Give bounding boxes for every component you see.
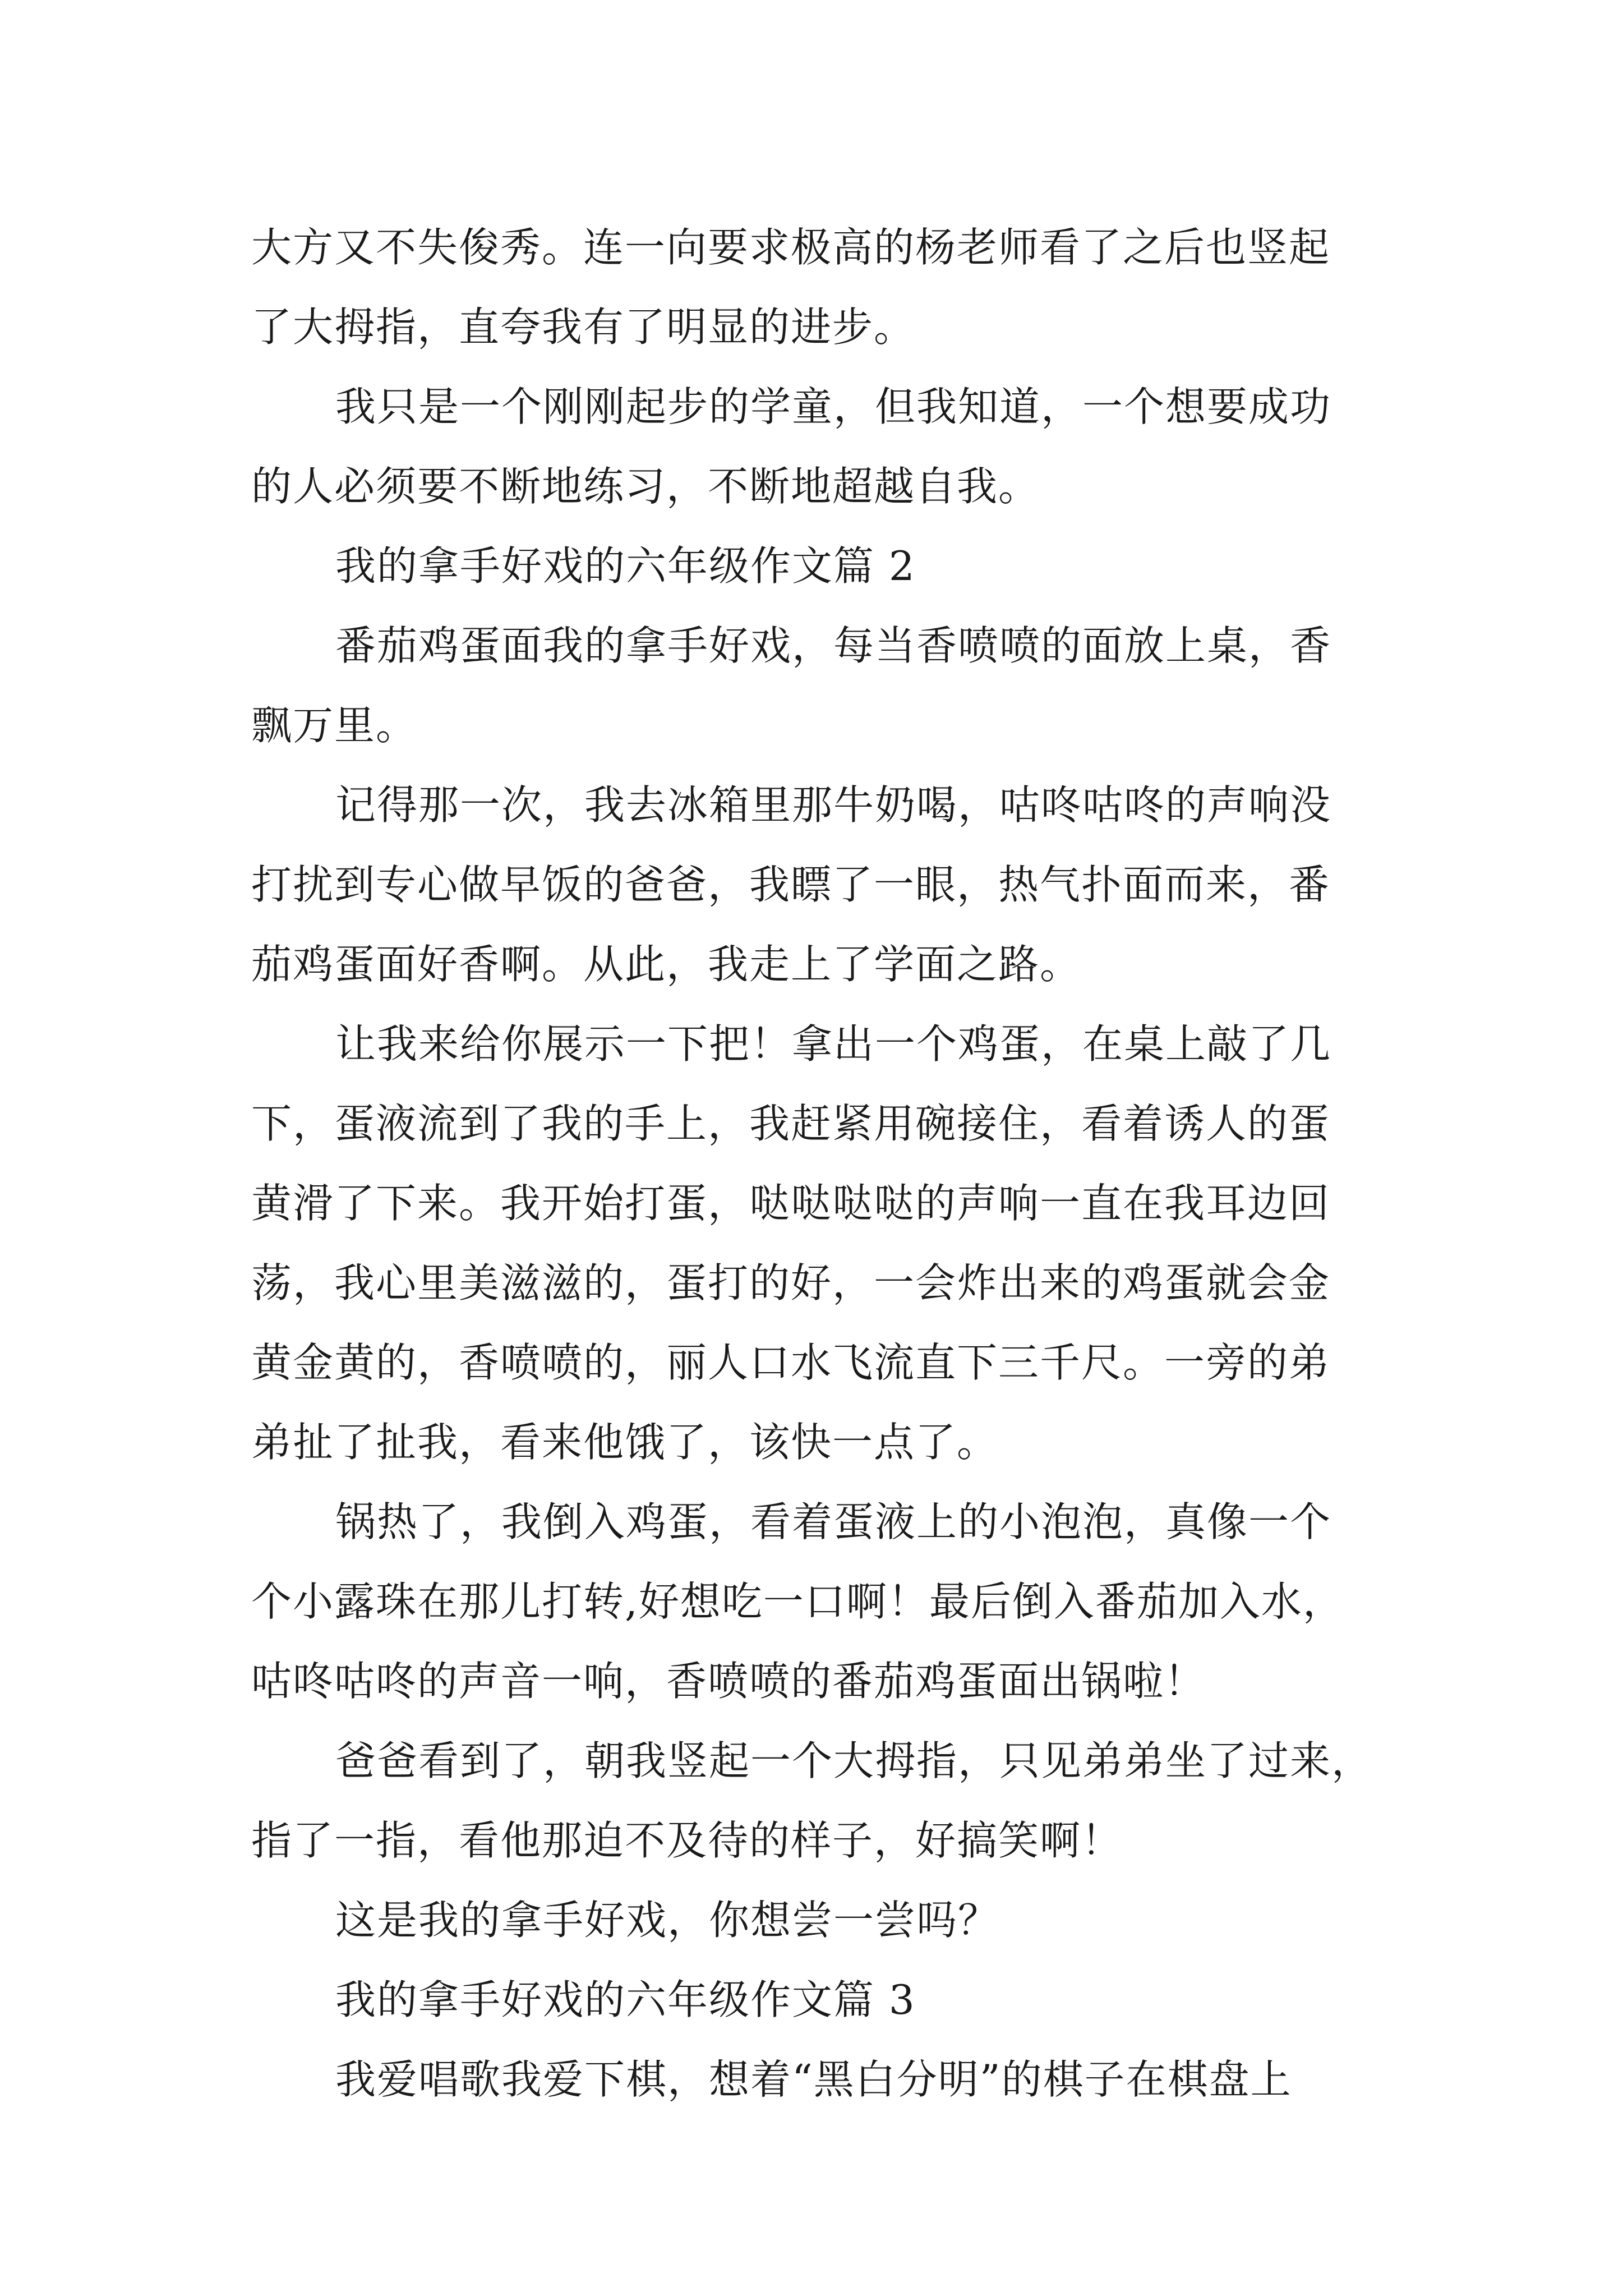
paragraph-line: 下，蛋液流到了我的手上，我赶紧用碗接住，看着诱人的蛋 — [251, 1100, 1331, 1147]
paragraph-line: 弟扯了扯我，看来他饿了，该快一点了。 — [251, 1419, 999, 1466]
paragraph-line: 番茄鸡蛋面我的拿手好戏，每当香喷喷的面放上桌，香 — [335, 622, 1332, 669]
paragraph-line: 我只是一个刚刚起步的学童，但我知道，一个想要成功 — [335, 383, 1332, 430]
paragraph-line: 我爱唱歌我爱下棋，想着“黑白分明”的棋子在棋盘上 — [335, 2056, 1292, 2103]
paragraph-line: 茄鸡蛋面好香啊。从此，我走上了学面之路。 — [251, 941, 1082, 988]
paragraph-line: 飘万里。 — [251, 702, 418, 749]
paragraph-line: 个小露珠在那儿打转,好想吃一口啊！最后倒入番茄加入水， — [251, 1578, 1344, 1625]
paragraph-line: 记得那一次，我去冰箱里那牛奶喝，咕咚咕咚的声响没 — [335, 781, 1332, 829]
section-heading: 我的拿手好戏的六年级作文篇 2 — [335, 542, 916, 590]
paragraph-line: 的人必须要不断地练习，不断地超越自我。 — [251, 463, 1040, 510]
paragraph-line: 这是我的拿手好戏，你想尝一尝吗？ — [335, 1897, 1000, 1944]
paragraph-line: 锅热了，我倒入鸡蛋，看着蛋液上的小泡泡，真像一个 — [335, 1498, 1332, 1545]
paragraph-line: 指了一指，看他那迫不及待的样子，好搞笑啊！ — [251, 1817, 1123, 1864]
paragraph-line: 大方又不失俊秀。连一向要求极高的杨老师看了之后也竖起 — [251, 224, 1331, 271]
paragraph-line: 让我来给你展示一下把！拿出一个鸡蛋，在桌上敲了几 — [335, 1020, 1332, 1068]
paragraph-line: 黄金黄的，香喷喷的，丽人口水飞流直下三千尺。一旁的弟 — [251, 1339, 1331, 1386]
paragraph-line: 打扰到专心做早饭的爸爸，我瞟了一眼，热气扑面而来，番 — [251, 861, 1331, 908]
section-heading: 我的拿手好戏的六年级作文篇 3 — [335, 1976, 916, 2023]
document-body — [251, 208, 1395, 2119]
paragraph-line: 爸爸看到了，朝我竖起一个大拇指，只见弟弟坐了过来， — [335, 1737, 1373, 1784]
paragraph-line: 了大拇指，直夸我有了明显的进步。 — [251, 303, 916, 351]
paragraph-line: 荡，我心里美滋滋的，蛋打的好，一会炸出来的鸡蛋就会金 — [251, 1259, 1331, 1306]
paragraph-line: 黄滑了下来。我开始打蛋，哒哒哒哒的声响一直在我耳边回 — [251, 1180, 1331, 1227]
paragraph-line: 咕咚咕咚的声音一响，香喷喷的番茄鸡蛋面出锅啦！ — [251, 1658, 1206, 1705]
